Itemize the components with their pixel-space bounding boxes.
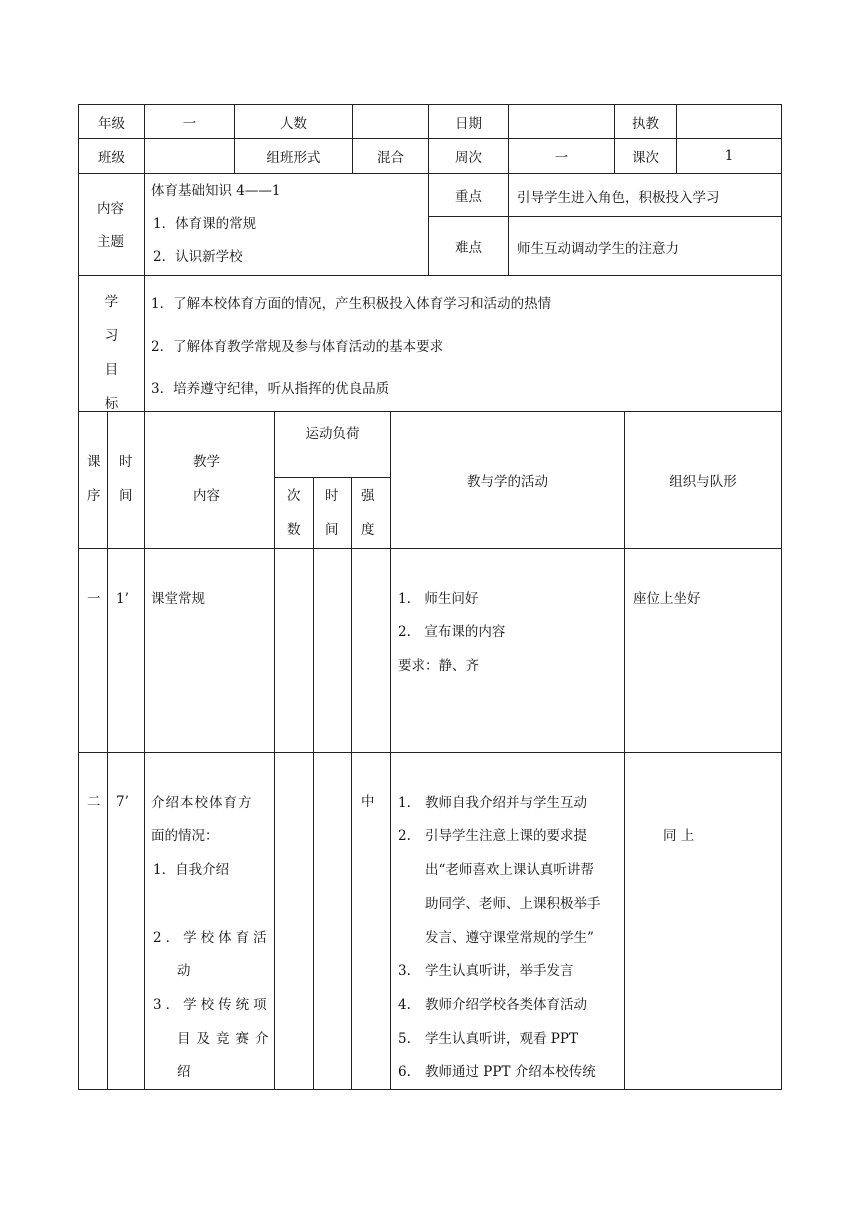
col-time-line2: 间 xyxy=(119,488,133,504)
row2-content-line: 3．学校传统项 xyxy=(153,997,271,1013)
row2-content-line: 介绍本校体育方 xyxy=(151,795,253,811)
row2-duration-cell xyxy=(313,752,352,1090)
row2-content-line: 2．学校体育活 xyxy=(153,930,271,946)
date-value xyxy=(508,104,615,139)
col-duration-line1: 时 xyxy=(325,488,339,504)
row2-org: 同 上 xyxy=(663,828,695,844)
row2-activity-text: 学生认真听讲，举手发言 xyxy=(425,963,574,979)
date-label: 日期 xyxy=(428,104,509,139)
col-seq-line2: 序 xyxy=(87,488,101,504)
week-label: 周次 xyxy=(428,138,509,174)
row2-activity-text: 引导学生注意上课的要求提 xyxy=(425,828,587,844)
teacher-label: 执教 xyxy=(614,104,677,139)
objectives-label-char: 标 xyxy=(104,396,119,412)
difficulty-value: 师生互动调动学生的注意力 xyxy=(517,241,679,257)
row2-activity-num: 2. xyxy=(398,828,411,844)
col-seq-header xyxy=(78,411,108,549)
row1-intensity-cell xyxy=(351,548,391,753)
row1-time: 1’ xyxy=(116,591,129,607)
row2-content-line: 1．自我介绍 xyxy=(153,862,230,878)
lesson-value: 1 xyxy=(676,138,782,174)
col-intensity-line1: 强 xyxy=(361,488,375,504)
form-label: 组班形式 xyxy=(234,138,353,174)
row2-content-line: 目及竞赛介 xyxy=(177,1031,275,1047)
objectives-label xyxy=(78,285,145,421)
teacher-value xyxy=(676,104,782,139)
row1-seq: 一 xyxy=(87,591,101,607)
count-label: 人数 xyxy=(234,104,353,139)
row2-activity-num: 6. xyxy=(398,1064,411,1080)
col-seq-line1: 课 xyxy=(87,454,101,470)
col-content-header xyxy=(144,411,275,549)
col-load-header: 运动负荷 xyxy=(274,411,391,478)
objective-item-2: 2．了解体育教学常规及参与体育活动的基本要求 xyxy=(151,339,444,355)
row2-activity-num: 5. xyxy=(398,1031,411,1047)
col-content-line1: 教学 xyxy=(193,454,220,470)
key-point-value: 引导学生进入角色，积极投入学习 xyxy=(517,190,720,206)
row2-activity-text: 发言、遵守课堂常规的学生” xyxy=(425,930,594,946)
row2-activity-num: 1. xyxy=(398,795,411,811)
row1-times-cell xyxy=(274,548,314,753)
difficulty-label: 难点 xyxy=(428,216,509,276)
col-organization-header: 组织与队形 xyxy=(624,411,782,549)
row2-org-cell xyxy=(624,752,782,1090)
topic-item-1: 1．体育课的常规 xyxy=(153,216,257,232)
col-intensity-line2: 度 xyxy=(361,522,375,538)
form-value: 混合 xyxy=(352,138,429,174)
key-point-label: 重点 xyxy=(428,173,509,217)
col-activities-header: 教与学的活动 xyxy=(390,411,625,549)
row1-duration-cell xyxy=(313,548,352,753)
row1-content-cell xyxy=(144,548,275,753)
count-value xyxy=(352,104,429,139)
col-times-line2: 数 xyxy=(287,522,301,538)
objective-item-3: 3．培养遵守纪律，听从指挥的优良品质 xyxy=(151,381,390,397)
row2-content-line: 绍 xyxy=(177,1064,191,1080)
class-value xyxy=(144,138,235,174)
row2-activity-text: 学生认真听讲，观看 PPT xyxy=(425,1031,578,1047)
row1-time-cell xyxy=(107,548,145,753)
row2-content-line: 动 xyxy=(177,963,191,979)
row2-times-cell xyxy=(274,752,314,1090)
row2-activity-text: 教师介绍学校各类体育活动 xyxy=(425,997,587,1013)
grade-label: 年级 xyxy=(78,104,145,139)
topic-title: 体育基础知识 4——1 xyxy=(151,183,281,199)
row2-activity-num: 4. xyxy=(398,997,411,1013)
row2-activity-text: 教师通过 PPT 介绍本校传统 xyxy=(425,1064,596,1080)
col-time-line1: 时 xyxy=(119,454,133,470)
row2-intensity: 中 xyxy=(361,794,375,810)
row2-seq: 二 xyxy=(87,794,101,810)
objective-item-1: 1．了解本校体育方面的情况，产生积极投入体育学习和活动的热情 xyxy=(151,296,552,312)
week-value: 一 xyxy=(508,138,615,174)
row1-activities-cell xyxy=(390,548,625,753)
objectives-label-char: 习 xyxy=(104,328,119,344)
lesson-label: 课次 xyxy=(614,138,677,174)
row1-content: 课堂常规 xyxy=(151,591,205,607)
objectives-label-char: 学 xyxy=(104,294,119,310)
col-duration-line2: 间 xyxy=(325,522,339,538)
row1-seq-cell xyxy=(78,548,108,753)
row1-org-cell xyxy=(624,548,782,753)
topic-label-cell xyxy=(78,173,145,276)
objectives-label-char: 目 xyxy=(104,362,119,378)
row2-activity-num: 3. xyxy=(398,963,411,979)
col-time-header xyxy=(107,411,145,549)
topic-label-line1: 内容 xyxy=(97,201,124,217)
col-content-line2: 内容 xyxy=(193,488,220,504)
row2-time: 7’ xyxy=(116,794,129,810)
class-label: 班级 xyxy=(78,138,145,174)
row1-activity-2: 2. 宣布课的内容 xyxy=(398,624,506,640)
topic-label-line2: 主题 xyxy=(97,234,124,250)
row2-activity-text: 教师自我介绍并与学生互动 xyxy=(425,795,587,811)
row1-requirement: 要求：静、齐 xyxy=(398,658,479,674)
row2-content-line: 面的情况： xyxy=(151,828,219,844)
grade-value: 一 xyxy=(144,104,235,139)
col-times-line1: 次 xyxy=(287,488,301,504)
row1-activity-1: 1. 师生问好 xyxy=(398,591,479,607)
row2-activity-text: 助同学、老师、上课积极举手 xyxy=(425,896,601,912)
topic-item-2: 2．认识新学校 xyxy=(153,249,243,265)
row1-org: 座位上坐好 xyxy=(633,591,701,607)
row2-activity-text: 出“老师喜欢上课认真听讲帮 xyxy=(425,862,594,878)
